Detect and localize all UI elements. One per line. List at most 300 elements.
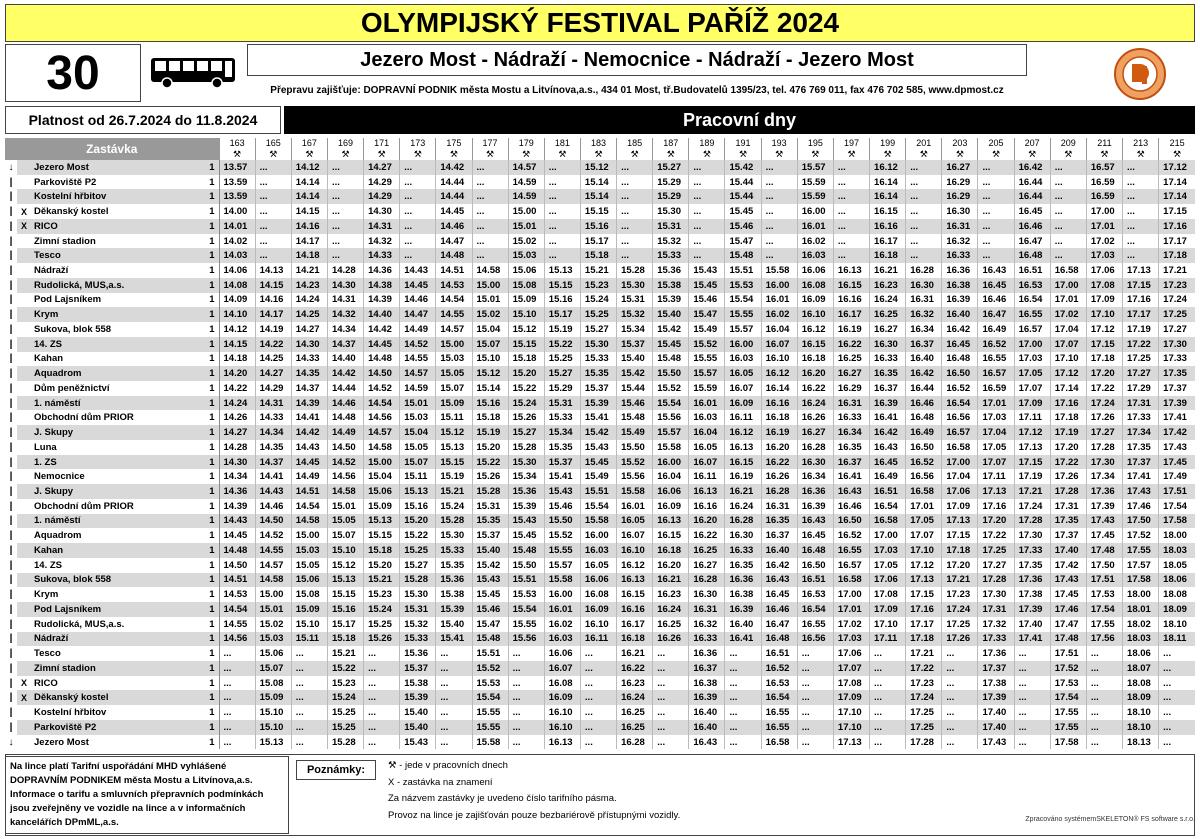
departure-time: ... — [689, 189, 725, 204]
departure-time: 17.10 — [870, 617, 906, 632]
departure-time: 17.00 — [942, 455, 978, 470]
departure-time: 16.24 — [870, 293, 906, 308]
departure-time: 17.41 — [1123, 469, 1159, 484]
departure-time: 16.25 — [870, 307, 906, 322]
departure-time: 15.25 — [580, 307, 616, 322]
departure-time: 15.44 — [725, 175, 761, 190]
departure-time: 17.36 — [1014, 573, 1050, 588]
workday-icon: ⚒ — [544, 148, 580, 160]
departure-time: 17.18 — [1086, 352, 1122, 367]
departure-time: 17.17 — [1159, 234, 1195, 249]
departure-time: 16.12 — [725, 425, 761, 440]
departure-time: ... — [870, 705, 906, 720]
departure-time: 15.55 — [508, 617, 544, 632]
departure-time: 15.21 — [364, 573, 400, 588]
departure-time: 15.03 — [508, 248, 544, 263]
notes-list — [388, 758, 988, 834]
departure-time: ... — [653, 720, 689, 735]
departure-time: 18.06 — [1159, 573, 1195, 588]
stop-name: Jezero Most — [31, 160, 199, 175]
departure-time: 14.30 — [291, 337, 327, 352]
departure-time: 15.29 — [544, 381, 580, 396]
departure-time: ... — [689, 234, 725, 249]
departure-time: 17.21 — [1159, 263, 1195, 278]
departure-time: 16.37 — [906, 337, 942, 352]
departure-time: 14.35 — [291, 366, 327, 381]
departure-time: 16.03 — [689, 410, 725, 425]
departure-time: 17.17 — [1123, 307, 1159, 322]
departure-time: 15.35 — [544, 440, 580, 455]
departure-time: 17.18 — [942, 543, 978, 558]
departure-time: 17.15 — [942, 528, 978, 543]
tariff-zone: 1 — [199, 307, 219, 322]
departure-time: 15.24 — [580, 293, 616, 308]
departure-time: ... — [906, 248, 942, 263]
departure-time: 15.48 — [472, 632, 508, 647]
departure-time: 16.05 — [617, 514, 653, 529]
departure-time: 15.41 — [580, 410, 616, 425]
table-row — [5, 646, 1195, 661]
departure-time: 18.08 — [1123, 676, 1159, 691]
departure-time: 15.25 — [364, 617, 400, 632]
departure-time: ... — [689, 248, 725, 263]
departure-time: 17.33 — [978, 632, 1014, 647]
departure-time: 15.00 — [364, 455, 400, 470]
departure-time: 14.51 — [291, 484, 327, 499]
departure-time: 15.30 — [400, 587, 436, 602]
departure-time: 16.42 — [942, 322, 978, 337]
table-row — [5, 632, 1195, 647]
departure-time: 14.32 — [364, 234, 400, 249]
departure-time: ... — [797, 705, 833, 720]
direction-line: | — [5, 189, 17, 204]
departure-time: 15.45 — [508, 528, 544, 543]
departure-time: 15.56 — [653, 410, 689, 425]
departure-time: 17.10 — [833, 705, 869, 720]
departure-time: 17.06 — [942, 484, 978, 499]
direction-line: | — [5, 469, 17, 484]
departure-time: 14.01 — [219, 219, 255, 234]
trip-number: 183 — [580, 138, 616, 148]
stop-name: RICO — [31, 219, 199, 234]
departure-time: ... — [1086, 705, 1122, 720]
direction-line: | — [5, 646, 17, 661]
workday-icon: ⚒ — [689, 148, 725, 160]
departure-time: 16.05 — [725, 366, 761, 381]
departure-time: 14.48 — [364, 352, 400, 367]
stop-column-header: Zastávka — [5, 138, 219, 160]
stop-name: Sukova, blok 558 — [31, 322, 199, 337]
departure-time: 14.53 — [436, 278, 472, 293]
departure-time: 15.24 — [436, 499, 472, 514]
departure-time: ... — [364, 690, 400, 705]
departure-time: 17.30 — [1159, 337, 1195, 352]
departure-time: 15.48 — [617, 410, 653, 425]
departure-time: 16.43 — [797, 514, 833, 529]
departure-time: ... — [436, 720, 472, 735]
departure-time: 14.30 — [327, 278, 363, 293]
departure-time: ... — [327, 248, 363, 263]
departure-time: 17.00 — [1086, 204, 1122, 219]
departure-time: 15.13 — [436, 440, 472, 455]
departure-time: 17.19 — [1123, 322, 1159, 337]
departure-time: 16.51 — [1014, 263, 1050, 278]
stop-name: Aquadrom — [31, 528, 199, 543]
departure-time: 16.00 — [725, 337, 761, 352]
departure-time: 15.38 — [653, 278, 689, 293]
departure-time: 15.20 — [472, 440, 508, 455]
departure-time: ... — [544, 219, 580, 234]
stop-name: Zimní stadion — [31, 661, 199, 676]
departure-time: 17.30 — [1014, 528, 1050, 543]
departure-time: 17.35 — [1050, 514, 1086, 529]
departure-time: 15.12 — [436, 425, 472, 440]
departure-time: 17.17 — [906, 617, 942, 632]
departure-time: 16.11 — [580, 632, 616, 647]
stop-name: Krym — [31, 307, 199, 322]
departure-time: 14.37 — [255, 455, 291, 470]
departure-time: 17.07 — [906, 528, 942, 543]
table-row — [5, 352, 1195, 367]
request-stop-mark — [17, 720, 31, 735]
table-row — [5, 410, 1195, 425]
departure-time: 14.16 — [255, 293, 291, 308]
departure-time: 15.33 — [580, 352, 616, 367]
departure-time: 14.30 — [364, 204, 400, 219]
tariff-rules: Na lince platí Tarifní uspořádání MHD vyhlášené DOPRAVNÍM PODNIKEM města Mostu a Litvínova,a.s. Informace o tarifu a smluvních přepravních podmínkách jsou zveřejněny ve vozidle na lince a v informačních kancelářích DPmML,a.s. — [5, 756, 289, 834]
departure-time: ... — [472, 219, 508, 234]
tariff-zone: 1 — [199, 160, 219, 175]
direction-line: | — [5, 381, 17, 396]
departure-time: 15.55 — [725, 307, 761, 322]
departure-time: 16.21 — [725, 484, 761, 499]
departure-time: 14.36 — [219, 484, 255, 499]
departure-time: 16.19 — [725, 469, 761, 484]
departure-time: 16.55 — [1014, 307, 1050, 322]
departure-time: ... — [219, 690, 255, 705]
departure-time: 15.26 — [508, 410, 544, 425]
departure-time: ... — [906, 189, 942, 204]
departure-time: 17.43 — [1050, 573, 1086, 588]
departure-time: ... — [327, 204, 363, 219]
departure-time: 16.10 — [617, 543, 653, 558]
tariff-zone: 1 — [199, 499, 219, 514]
departure-time: 17.28 — [978, 573, 1014, 588]
departure-time: ... — [580, 661, 616, 676]
departure-time: 16.18 — [761, 410, 797, 425]
departure-time: 17.01 — [833, 602, 869, 617]
departure-time: 15.06 — [255, 646, 291, 661]
departure-time: 16.33 — [725, 543, 761, 558]
table-row — [5, 705, 1195, 720]
request-stop-mark — [17, 661, 31, 676]
departure-time: ... — [508, 735, 544, 750]
departure-time: 16.24 — [725, 499, 761, 514]
departure-time: 14.50 — [327, 440, 363, 455]
departure-time: 15.19 — [436, 469, 472, 484]
departure-time: 15.10 — [255, 720, 291, 735]
direction-line: | — [5, 617, 17, 632]
departure-time: 14.45 — [291, 455, 327, 470]
stop-name: 14. ZS — [31, 558, 199, 573]
departure-time: 14.48 — [327, 410, 363, 425]
departure-time: ... — [1086, 661, 1122, 676]
departure-time: 14.55 — [219, 617, 255, 632]
departure-time: 15.18 — [472, 410, 508, 425]
departure-time: 15.00 — [255, 587, 291, 602]
departure-time: 16.40 — [906, 352, 942, 367]
stop-name: Luna — [31, 440, 199, 455]
departure-time: 16.12 — [761, 366, 797, 381]
departure-time: 16.25 — [689, 543, 725, 558]
direction-line: | — [5, 175, 17, 190]
departure-time: ... — [1050, 189, 1086, 204]
request-stop-mark — [17, 484, 31, 499]
note-item: ⚒ - jede v pracovních dnech — [388, 760, 508, 771]
workday-icon: ⚒ — [725, 148, 761, 160]
departure-time: 17.10 — [1050, 352, 1086, 367]
departure-time: 16.38 — [942, 278, 978, 293]
departure-time: 14.44 — [327, 381, 363, 396]
departure-time: 16.48 — [761, 632, 797, 647]
departure-time: 17.24 — [906, 690, 942, 705]
tariff-zone: 1 — [199, 455, 219, 470]
departure-time: 16.19 — [761, 425, 797, 440]
workday-icon: ⚒ — [436, 148, 472, 160]
departure-time: 15.40 — [617, 352, 653, 367]
departure-time: 17.40 — [1014, 617, 1050, 632]
tariff-zone: 1 — [199, 396, 219, 411]
departure-time: 14.51 — [436, 263, 472, 278]
departure-time: 16.33 — [689, 632, 725, 647]
note-item: X - zastávka na znamení — [388, 776, 493, 788]
departure-time: 16.52 — [833, 528, 869, 543]
departure-time: 16.43 — [833, 484, 869, 499]
departure-time: 15.37 — [472, 528, 508, 543]
departure-time: 16.48 — [942, 352, 978, 367]
departure-time: ... — [400, 175, 436, 190]
software-credit: Zpracováno systémemSKELETON® FS software s.r.o. — [1025, 816, 1195, 823]
departure-time: 14.28 — [327, 263, 363, 278]
departure-time: 17.52 — [1050, 661, 1086, 676]
departure-time: 14.34 — [219, 469, 255, 484]
departure-time: ... — [1086, 690, 1122, 705]
departure-time: ... — [1014, 705, 1050, 720]
trip-number: 169 — [327, 138, 363, 148]
departure-time: 15.52 — [472, 661, 508, 676]
direction-line: | — [5, 396, 17, 411]
departure-time: 17.22 — [906, 661, 942, 676]
departure-time: 16.36 — [725, 573, 761, 588]
stop-name: J. Skupy — [31, 425, 199, 440]
departure-time: 16.43 — [870, 440, 906, 455]
departure-time: 15.13 — [364, 514, 400, 529]
departure-time: 16.44 — [1014, 175, 1050, 190]
departure-time: 15.43 — [472, 573, 508, 588]
departure-time: 14.45 — [436, 204, 472, 219]
departure-time: ... — [1050, 234, 1086, 249]
departure-time: 17.15 — [1014, 455, 1050, 470]
departure-time: 14.24 — [291, 293, 327, 308]
departure-time: 17.37 — [978, 661, 1014, 676]
departure-time: 16.24 — [617, 690, 653, 705]
departure-time: 17.16 — [978, 499, 1014, 514]
departure-time: 17.53 — [1050, 676, 1086, 691]
departure-time: ... — [978, 219, 1014, 234]
departure-time: 16.18 — [653, 543, 689, 558]
departure-time: 15.07 — [255, 661, 291, 676]
tariff-zone: 1 — [199, 690, 219, 705]
departure-time: 15.00 — [472, 278, 508, 293]
departure-time: 15.21 — [580, 263, 616, 278]
departure-time: 14.02 — [219, 234, 255, 249]
departure-time: ... — [906, 234, 942, 249]
departure-time: ... — [436, 705, 472, 720]
departure-time: 15.36 — [508, 484, 544, 499]
departure-time: 15.22 — [472, 455, 508, 470]
departure-time: 16.46 — [761, 602, 797, 617]
request-stop-mark — [17, 278, 31, 293]
departure-time: 15.42 — [725, 160, 761, 175]
departure-time: ... — [436, 735, 472, 750]
departure-time: 15.55 — [689, 352, 725, 367]
departure-time: 16.31 — [689, 602, 725, 617]
departure-time: 16.22 — [833, 337, 869, 352]
departure-time: 15.43 — [689, 263, 725, 278]
departure-time: 14.46 — [327, 396, 363, 411]
direction-line: | — [5, 219, 17, 234]
departure-time: 14.45 — [400, 278, 436, 293]
departure-time: 14.48 — [219, 543, 255, 558]
departure-time: 17.06 — [833, 646, 869, 661]
departure-time: ... — [761, 204, 797, 219]
departure-time: ... — [1159, 720, 1195, 735]
departure-time: 15.41 — [544, 469, 580, 484]
departure-time: 17.51 — [1086, 573, 1122, 588]
departure-time: 14.54 — [219, 602, 255, 617]
departure-time: 15.13 — [400, 484, 436, 499]
departure-time: 16.31 — [761, 499, 797, 514]
departure-time: 17.28 — [906, 735, 942, 750]
departure-time: ... — [906, 175, 942, 190]
departure-time: 16.20 — [797, 366, 833, 381]
tariff-zone: 1 — [199, 484, 219, 499]
table-row — [5, 455, 1195, 470]
departure-time: 17.33 — [1123, 410, 1159, 425]
departure-time: 16.28 — [761, 484, 797, 499]
departure-time: 14.18 — [291, 248, 327, 263]
note-item: Za názvem zastávky je uvedeno číslo tarifního pásma. — [388, 793, 617, 804]
departure-time: ... — [291, 720, 327, 735]
departure-time: 14.29 — [255, 381, 291, 396]
departure-time: 16.55 — [797, 617, 833, 632]
departure-time: 16.58 — [833, 573, 869, 588]
departure-time: ... — [833, 175, 869, 190]
departure-time: 14.55 — [255, 543, 291, 558]
workday-icon: ⚒ — [364, 148, 400, 160]
departure-time: 16.46 — [1014, 219, 1050, 234]
departure-time: 15.17 — [580, 234, 616, 249]
departure-time: 16.24 — [797, 396, 833, 411]
bus-icon — [143, 44, 245, 102]
departure-time: 15.18 — [508, 352, 544, 367]
departure-time: ... — [472, 160, 508, 175]
departure-time: ... — [219, 705, 255, 720]
workday-icon: ⚒ — [1014, 148, 1050, 160]
departure-time: ... — [364, 705, 400, 720]
trip-number: 181 — [544, 138, 580, 148]
workday-icon: ⚒ — [508, 148, 544, 160]
departure-time: 17.22 — [1086, 381, 1122, 396]
departure-time: ... — [400, 234, 436, 249]
stop-name: Parkoviště P2 — [31, 720, 199, 735]
stop-name: 1. náměstí — [31, 396, 199, 411]
departure-time: 15.21 — [436, 484, 472, 499]
departure-time: 16.52 — [978, 337, 1014, 352]
departure-time: 16.06 — [653, 484, 689, 499]
tariff-zone: 1 — [199, 543, 219, 558]
departure-time: 14.14 — [291, 189, 327, 204]
departure-time: 15.16 — [327, 602, 363, 617]
departure-time: 16.30 — [725, 528, 761, 543]
departure-time: 15.22 — [327, 661, 363, 676]
departure-time: 16.18 — [870, 248, 906, 263]
departure-time: 13.57 — [219, 160, 255, 175]
departure-time: 16.15 — [725, 455, 761, 470]
departure-time: ... — [508, 720, 544, 735]
departure-time: ... — [400, 219, 436, 234]
departure-time: 16.14 — [761, 381, 797, 396]
departure-time: 16.53 — [761, 676, 797, 691]
departure-time: 15.31 — [653, 219, 689, 234]
departure-time: 16.44 — [906, 381, 942, 396]
departure-time: 15.43 — [580, 440, 616, 455]
departure-time: ... — [364, 735, 400, 750]
departure-time: ... — [400, 189, 436, 204]
departure-time: 15.15 — [508, 337, 544, 352]
departure-time: 16.42 — [761, 558, 797, 573]
departure-time: 15.58 — [472, 735, 508, 750]
trip-number: 203 — [942, 138, 978, 148]
departure-time: 15.13 — [327, 573, 363, 588]
direction-line: | — [5, 278, 17, 293]
departure-time: ... — [797, 661, 833, 676]
request-stop-mark — [17, 705, 31, 720]
departure-time: 15.41 — [436, 632, 472, 647]
departure-time: 15.01 — [400, 396, 436, 411]
departure-time: ... — [653, 661, 689, 676]
departure-time: 14.19 — [255, 322, 291, 337]
departure-time: ... — [255, 189, 291, 204]
departure-time: 17.52 — [1123, 528, 1159, 543]
trip-number: 165 — [255, 138, 291, 148]
departure-time: 16.54 — [761, 690, 797, 705]
request-stop-mark — [17, 175, 31, 190]
departure-time: ... — [544, 160, 580, 175]
departure-time: 17.12 — [1159, 160, 1195, 175]
departure-time: 15.18 — [327, 632, 363, 647]
departure-time: 17.35 — [1014, 558, 1050, 573]
departure-time: 16.30 — [689, 587, 725, 602]
departure-time: 16.05 — [580, 558, 616, 573]
request-stop-mark — [17, 352, 31, 367]
departure-time: 16.15 — [617, 587, 653, 602]
departure-time: 15.34 — [544, 425, 580, 440]
departure-time: ... — [978, 160, 1014, 175]
departure-time: 15.01 — [255, 602, 291, 617]
departure-time: 16.37 — [761, 528, 797, 543]
departure-time: 15.01 — [472, 293, 508, 308]
